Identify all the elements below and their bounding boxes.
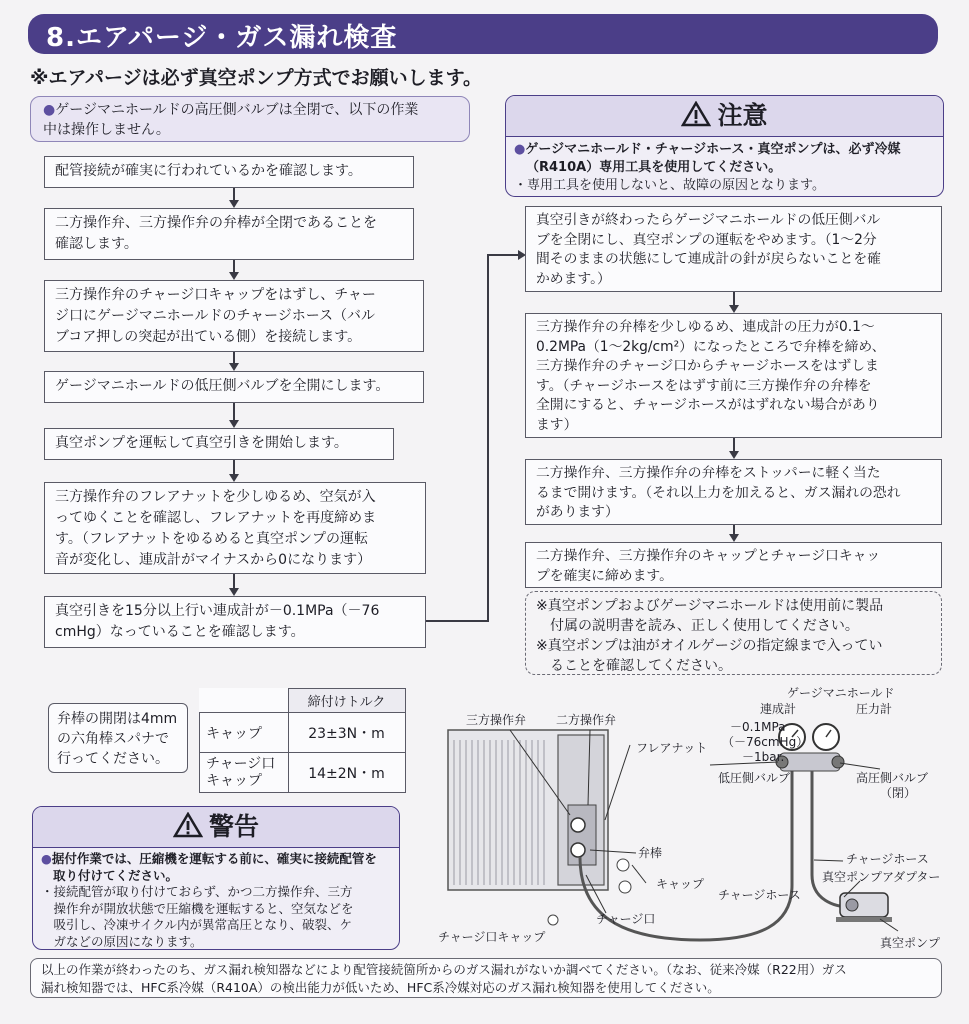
warning-line: ガなどの原因になります。: [41, 933, 203, 949]
spanner-note: [48, 703, 188, 773]
flow-arrow: [233, 574, 235, 588]
step-line: 二方操作弁、三方操作弁のキャップとチャージ口キャッ: [536, 548, 881, 564]
step-line: 真空引きを15分以上行い連成計が－0.1MPa（－76: [55, 603, 380, 619]
spanner-line: の六角棒スパナで: [57, 731, 169, 747]
warning-box: [32, 806, 400, 950]
caution-line1: ゲージマニホールド・チャージホース・真空ポンプは、必ず冷媒: [525, 142, 901, 157]
step-line: 真空ポンプを運転して真空引きを開始します。: [55, 435, 348, 451]
flow-arrow: [233, 460, 235, 474]
left-step-2: [44, 208, 414, 260]
step-line: るまで開けます。（それ以上力を加えると、ガス漏れの恐れ: [536, 484, 901, 501]
caution-title: 注意: [717, 101, 768, 130]
label-charge-port-cap: チャージ口キャップ: [438, 930, 546, 944]
label-cap: キャップ: [656, 877, 705, 891]
table-cell-value: 14±2N・m: [288, 753, 405, 793]
label-pressure-gauge: 圧力計: [856, 702, 893, 716]
label-low-valve: 低圧側バルブ: [718, 771, 791, 785]
step-line: ってゆくことを確認し、フレアナットを再度締めま: [55, 510, 377, 526]
footer-line2: 漏れ検知器では、HFC系冷媒（R410A）の検出能力が低いため、HFC系冷媒対応のガス漏れ検知器を使用してください。: [41, 980, 720, 995]
spanner-line: 弁棒の開閉は4mm: [57, 711, 178, 727]
arrow-down-icon: [729, 451, 739, 459]
step-line: cmHg）なっていることを確認します。: [55, 624, 305, 640]
subtitle: ※エアパージは必ず真空ポンプ方式でお願いします。: [30, 67, 483, 89]
warning-line: 取り付けてください。: [53, 867, 179, 883]
label-vacuum-pump: 真空ポンプ: [880, 936, 941, 950]
arrow-down-icon: [729, 534, 739, 542]
table-cell-item: キャップ: [200, 713, 289, 753]
warning-line: 据付作業では、圧縮機を運転する前に、確実に接続配管を: [51, 851, 377, 866]
step-line: 音が変化し、連成計がマイナスから0になります）: [55, 552, 372, 568]
pre-note-line2: 中は操作しません。: [43, 122, 170, 138]
arrow-down-icon: [229, 272, 239, 280]
left-step-3: [44, 280, 424, 352]
warning-header: [33, 807, 399, 848]
pre-note: [30, 96, 470, 142]
warning-triangle-icon: [681, 101, 711, 127]
step-line: ます）: [536, 416, 578, 433]
step-line: す。（チャージホースをはずす前に三方操作弁の弁棒を: [536, 377, 872, 394]
label-pump-adapter: 真空ポンプアダプター: [822, 870, 941, 884]
step-line: かめます。）: [536, 270, 611, 287]
step-line: 三方操作弁のフレアナットを少しゆるめ、空気が入: [55, 489, 376, 505]
table-cell-item: [200, 753, 289, 793]
right-step-4: [525, 542, 942, 588]
label-charge-hose-left: チャージホース: [718, 888, 801, 902]
flow-arrow: [233, 403, 235, 420]
left-step-5: [44, 428, 394, 460]
step-line: があります）: [536, 504, 619, 520]
left-step-1: [44, 156, 414, 188]
pre-note-line1: ゲージマニホールドの高圧側バルブは全閉で、以下の作業: [55, 102, 419, 118]
section-title: 8.エアパージ・ガス漏れ検査: [46, 23, 398, 53]
step-line: 間そのままの状態にして連成計の針が戻らないことを確: [536, 251, 881, 267]
footer-line1: 以上の作業が終わったのち、ガス漏れ検知器などにより配管接続箇所からのガス漏れがないか調べてください。（なお、従来冷媒（R22用）ガス: [41, 962, 847, 977]
step-line: 配管接続が確実に行われているかを確認します。: [55, 163, 362, 179]
bullet-icon: ●: [43, 102, 56, 118]
warning-title: 警告: [208, 812, 259, 841]
flow-arrow: [233, 188, 235, 200]
vacuum-pump-illustration: [836, 893, 892, 922]
step-line: 三方操作弁のチャージ口からチャージホースをはずしま: [536, 358, 879, 374]
step-line: 二方操作弁、三方操作弁の弁棒が全閉であることを: [55, 215, 377, 231]
caution-line3: ・専用工具を使用しないと、故障の原因となります。: [514, 178, 825, 193]
table-cell-item-line2: キャップ: [206, 772, 262, 789]
label-high-valve-state: （閉）: [880, 786, 917, 800]
spanner-line: 行ってください。: [57, 751, 169, 767]
label-gauge-manifold: ゲージマニホールド: [787, 686, 895, 700]
flow-arrow: [733, 525, 735, 534]
arrow-down-icon: [229, 363, 239, 371]
step-line: 真空引きが終わったらゲージマニホールドの低圧側バル: [536, 212, 881, 228]
warning-triangle-icon: [173, 812, 203, 838]
note-line: ※真空ポンプおよびゲージマニホールドは使用前に製品: [536, 598, 884, 614]
note-line: 付属の説明書を読み、正しく使用してください。: [536, 618, 859, 634]
connector-arrow: [426, 245, 526, 625]
flow-arrow: [733, 292, 735, 305]
right-step-1: [525, 206, 942, 292]
warning-line: 吸引し、冷凍サイクル内が異常高圧となり、破裂、ケ: [41, 917, 353, 932]
caution-line2: （R410A）専用工具を使用してください。: [526, 160, 782, 175]
label-two-way-valve: 二方操作弁: [556, 713, 617, 727]
step-line: 二方操作弁、三方操作弁の弁棒をストッパーに軽く当た: [536, 465, 881, 481]
step-line: プを確実に締めます。: [536, 567, 673, 584]
arrow-down-icon: [729, 305, 739, 313]
step-line: 三方操作弁のチャージ口キャップをはずし、チャー: [55, 287, 376, 303]
notes-box: [525, 591, 942, 675]
note-line: ※真空ポンプは油がオイルゲージの指定線まで入ってい: [536, 638, 883, 654]
arrow-down-icon: [229, 588, 239, 596]
right-step-2: [525, 313, 942, 438]
bullet-icon: ●: [41, 851, 52, 866]
step-line: ジ口にゲージマニホールドのチャージホース（バル: [55, 308, 376, 324]
step-line: 確認します。: [55, 236, 138, 252]
label-three-way-valve: 三方操作弁: [466, 713, 527, 727]
step-line: 全開にすると、チャージホースがはずれない場合があり: [536, 397, 880, 413]
label-reading-mpa: －0.1MPa: [730, 720, 786, 734]
charge-hose-right: [812, 771, 850, 907]
flow-arrow: [733, 438, 735, 451]
label-charge-hose-right: チャージホース: [846, 852, 929, 866]
label-reading-bar: －1bar.: [742, 750, 785, 764]
flow-arrow: [233, 352, 235, 363]
step-line: 0.2MPa（1～2kg/cm²）になったところで弁棒を締め、: [536, 338, 886, 355]
warning-line: 操作弁が開放状態で圧縮機を運転すると、空気などを: [41, 900, 354, 916]
caution-box: [505, 95, 944, 197]
label-high-valve: 高圧側バルブ: [856, 771, 929, 785]
arrow-down-icon: [229, 420, 239, 428]
label-flare-nut: フレアナット: [636, 741, 708, 755]
step-line: ゲージマニホールドの低圧側バルブを全開にします。: [55, 378, 390, 394]
table-header: 締付けトルク: [288, 689, 405, 713]
table-corner: [200, 689, 289, 713]
footer-note: [30, 958, 942, 998]
step-line: ブを全閉にし、真空ポンプの運転をやめます。（1～2分: [536, 231, 877, 248]
flow-arrow: [233, 260, 235, 272]
right-step-3: [525, 459, 942, 525]
caution-header: [506, 96, 943, 137]
arrow-down-icon: [229, 474, 239, 482]
warning-line: ・接続配管が取り付けておらず、かつ二方操作弁、三方: [41, 884, 353, 899]
label-charge-port: チャージ口: [596, 912, 656, 926]
left-step-4: [44, 371, 424, 403]
outdoor-unit-illustration: [448, 730, 631, 925]
torque-table: [199, 688, 406, 793]
section-header: [28, 14, 938, 54]
bullet-icon: ●: [514, 142, 526, 157]
table-cell-item-line1: チャージ口: [206, 755, 276, 772]
step-line: す。（フレアナットをゆるめると真空ポンプの運転: [55, 531, 369, 547]
step-line: 三方操作弁の弁棒を少しゆるめ、連成計の圧力が0.1～: [536, 319, 875, 335]
step-line: ブコア押しの突起が出ている側）を接続します。: [55, 329, 362, 345]
left-step-7: [44, 596, 426, 648]
label-valve-stem: 弁棒: [638, 846, 663, 860]
table-cell-value: 23±3N・m: [288, 713, 405, 753]
arrow-down-icon: [229, 200, 239, 208]
label-compound-gauge: 連成計: [760, 702, 797, 716]
label-reading-cmhg: （－76cmHg）: [722, 735, 809, 749]
note-line: ることを確認してください。: [536, 658, 732, 674]
left-step-6: [44, 482, 426, 574]
